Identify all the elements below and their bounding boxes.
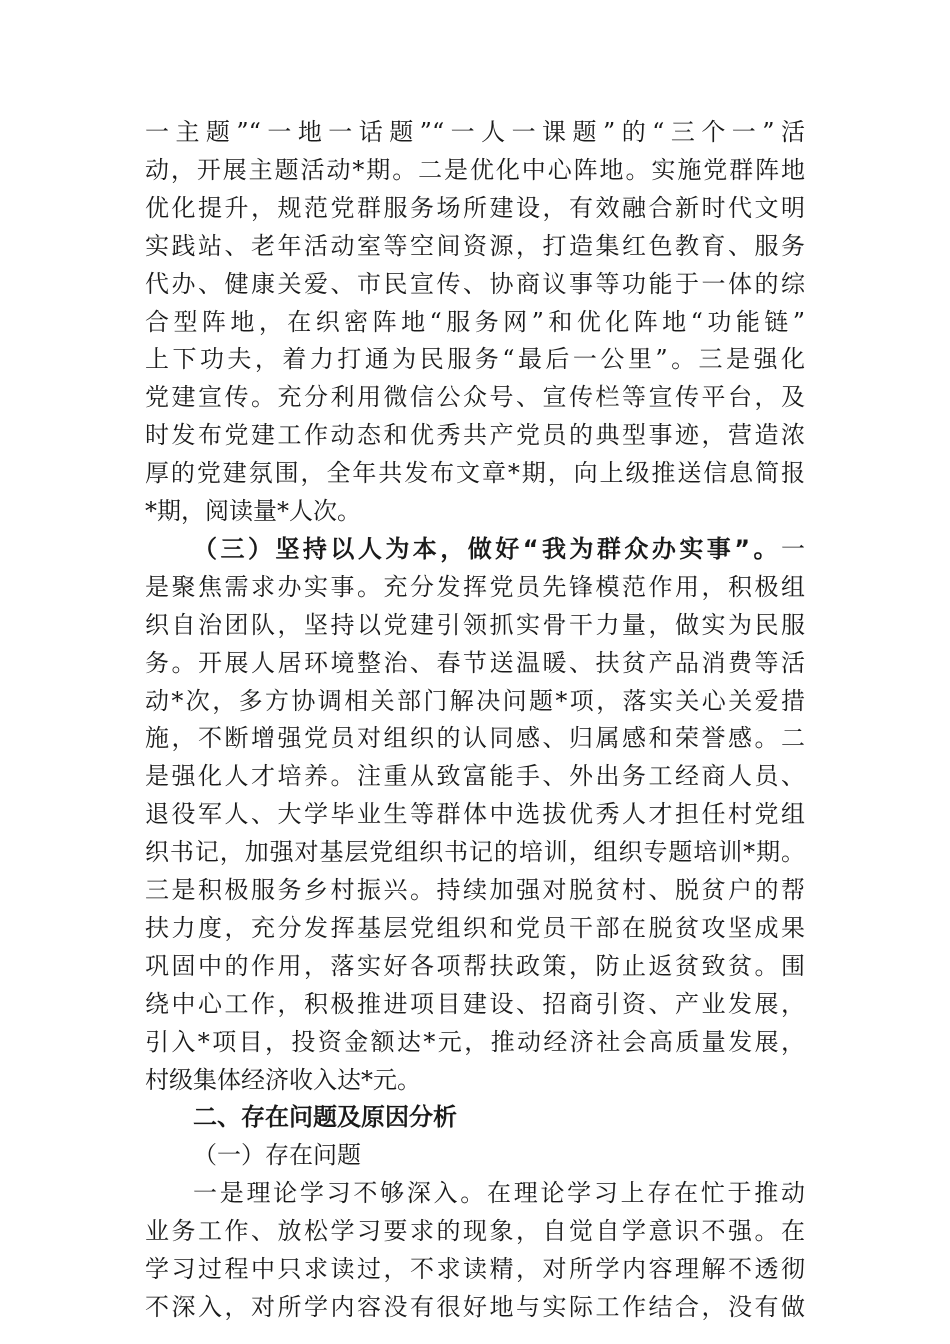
text-line: 织自治团队，坚持以党建引领抓实骨干力量，做实为民服 <box>145 610 805 639</box>
text-line: 施，不断增强党员对组织的认同感、归属感和荣誉感。二 <box>145 724 805 753</box>
text-line: 业务工作、放松学习要求的现象，自觉自学意识不强。在 <box>145 1217 805 1246</box>
text-line: 动，开展主题活动*期。二是优化中心阵地。实施党群阵地 <box>145 155 805 184</box>
text-line: 时发布党建工作动态和优秀共产党员的典型事迹，营造浓 <box>145 421 805 450</box>
text-line: 不深入，对所学内容没有很好地与实际工作结合，没有做 <box>145 1292 805 1321</box>
text-line: 是强化人才培养。注重从致富能手、外出务工经商人员、 <box>145 762 805 791</box>
text-line: 党建宣传。充分利用微信公众号、宣传栏等宣传平台，及 <box>145 383 805 412</box>
paragraph-lead-bold: （三）坚持以人为本，做好“我为群众办实事”。 <box>193 534 781 563</box>
text-line: 村级集体经济收入达*元。 <box>145 1065 421 1094</box>
text-line: 动*次，多方协调相关部门解决问题*项，落实关心关爱措 <box>145 686 805 715</box>
text-line: 是聚焦需求办实事。充分发挥党员先锋模范作用，积极组 <box>145 572 805 601</box>
text-line: 退役军人、大学毕业生等群体中选拔优秀人才担任村党组 <box>145 800 805 829</box>
text-line: 一主题”“一地一话题”“一人一课题”的“三个一”活 <box>145 118 805 146</box>
text-line: *期，阅读量*人次。 <box>145 497 361 525</box>
text-line: 优化提升，规范党群服务场所建设，有效融合新时代文明 <box>145 193 805 222</box>
text-line: 厚的党建氛围，全年共发布文章*期，向上级推送信息简报 <box>145 459 805 488</box>
text-line: 合型阵地，在织密阵地“服务网”和优化阵地“功能链” <box>145 307 805 336</box>
text-line: 三是积极服务乡村振兴。持续加强对脱贫村、脱贫户的帮 <box>145 876 805 904</box>
text-line: 一是理论学习不够深入。在理论学习上存在忙于推动 <box>193 1179 805 1208</box>
text-line: 上下功夫，着力打通为民服务“最后一公里”。三是强化 <box>145 345 805 374</box>
text-line: 绕中心工作，积极推进项目建设、招商引资、产业发展， <box>145 989 805 1018</box>
paragraph-lead-rest: 一 <box>781 534 805 563</box>
text-line: 巩固中的作用，落实好各项帮扶政策，防止返贫致贫。围 <box>145 951 805 980</box>
subsection-heading: （一）存在问题 <box>193 1141 361 1170</box>
text-line: 引入*项目，投资金额达*元，推动经济社会高质量发展， <box>145 1027 805 1056</box>
text-line: 学习过程中只求读过，不求读精，对所学内容理解不透彻 <box>145 1255 805 1283</box>
text-line: 代办、健康关爱、市民宣传、协商议事等功能于一体的综 <box>145 269 805 298</box>
paragraph-lead-line <box>193 530 805 568</box>
text-line: 实践站、老年活动室等空间资源，打造集红色教育、服务 <box>145 231 805 260</box>
section-heading: 二、存在问题及原因分析 <box>193 1103 457 1132</box>
text-line: 务。开展人居环境整治、春节送温暖、扶贫产品消费等活 <box>145 648 805 677</box>
text-line: 扶力度，充分发挥基层党组织和党员干部在脱贫攻坚成果 <box>145 913 805 942</box>
text-line: 织书记，加强对基层党组织书记的培训，组织专题培训*期。 <box>145 838 805 867</box>
